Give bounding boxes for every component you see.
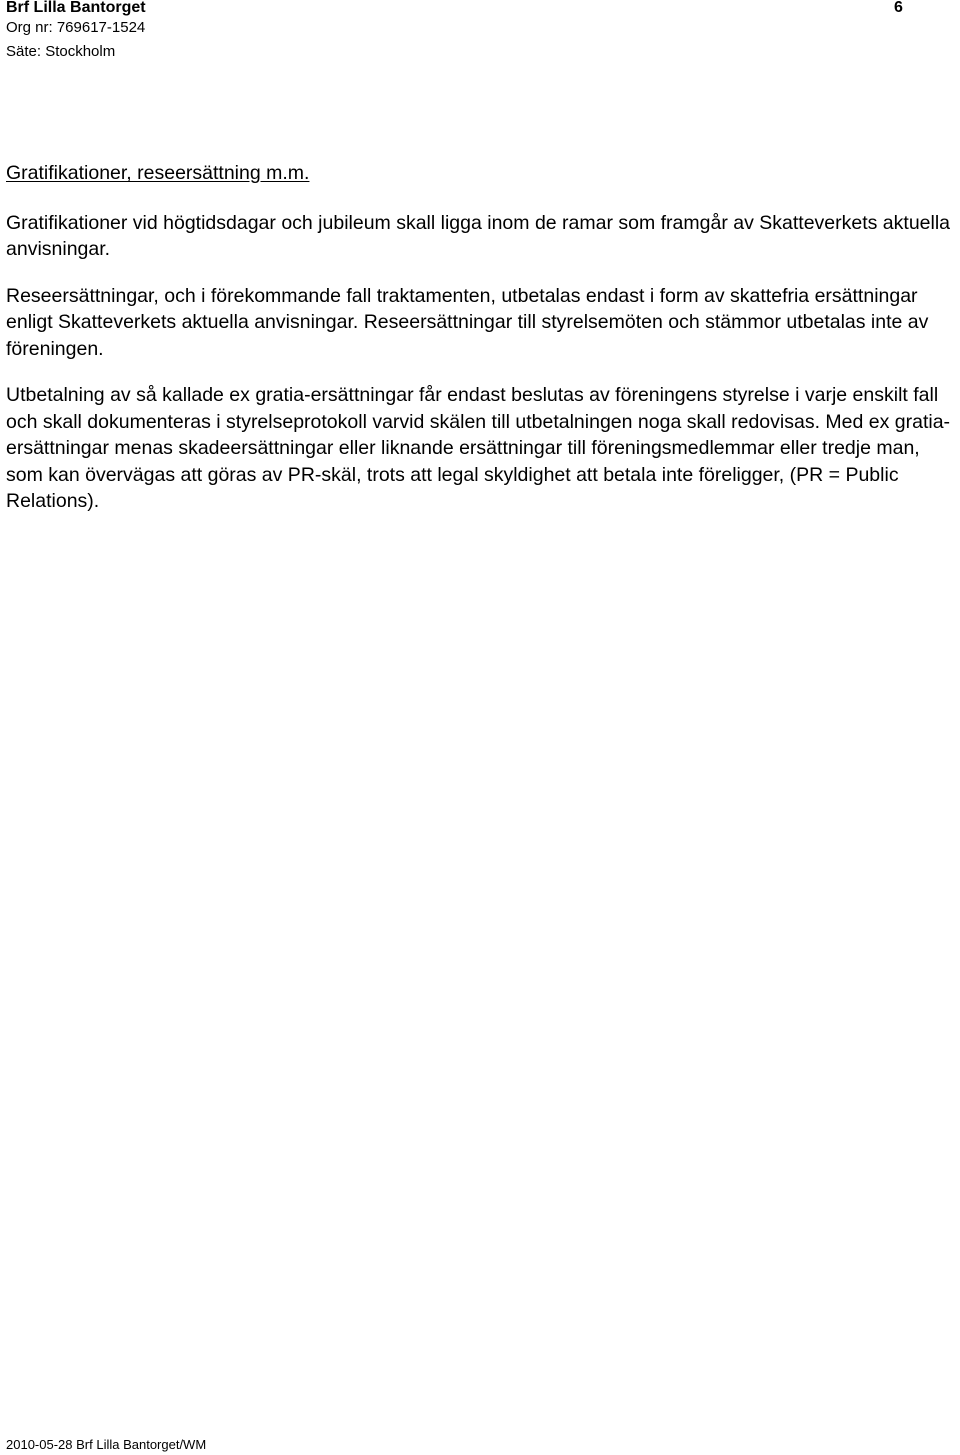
document-body bbox=[6, 160, 956, 535]
paragraph-ex-gratia: Utbetalning av så kallade ex gratia-ersättningar får endast beslutas av föreningens styrelse i varje enskilt fall och skall dokumenteras i styrelseprotokoll varvid skälen till utbetalningen noga skall redovisas. Med ex gratia-ersättningar menas skadeersättningar eller liknande ersättningar till föreningsmedlemmar eller tredje man, som kan övervägas att göras av PR-skäl, trots att legal skyldighet att betala inte föreligger, (PR = Public Relations). bbox=[6, 384, 951, 512]
page-footer: 2010-05-28 Brf Lilla Bantorget/WM bbox=[6, 1437, 207, 1452]
section-heading: Gratifikationer, reseersättning m.m. bbox=[6, 162, 310, 184]
organization-seat: Säte: Stockholm bbox=[6, 43, 116, 60]
organization-number: Org nr: 769617-1524 bbox=[6, 19, 146, 36]
paragraph-travel-compensation: Reseersättningar, och i förekommande fall traktamenten, utbetalas endast i form av skattefria ersättningar enligt Skatteverkets aktuella anvisningar. Reseersättningar till styrelsemöten och stämmor utbetalas inte av föreningen. bbox=[6, 284, 929, 360]
paragraph-gratifications: Gratifikationer vid högtidsdagar och jubileum skall ligga inom de ramar som framgår av Skatteverkets aktuella anvisningar. bbox=[6, 211, 951, 260]
organization-name: Brf Lilla Bantorget bbox=[6, 0, 146, 16]
page-number: 6 bbox=[894, 0, 903, 16]
